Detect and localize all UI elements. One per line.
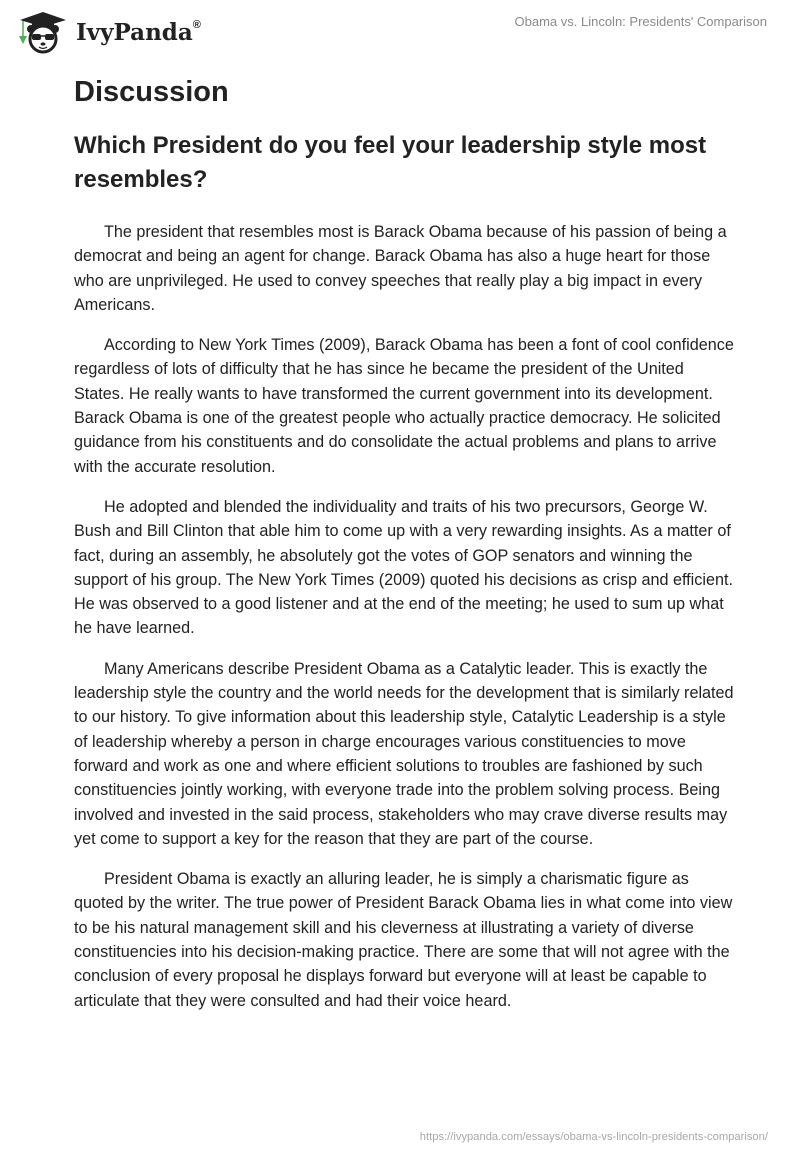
panda-graduate-icon	[16, 8, 70, 54]
paragraph: He adopted and blended the individuality and traits of his two precursors, George W. Bush and Bill Clinton that able him to come up with a very rewarding insights. As a matter of fact, during an assembly, he absolutely got the votes of GOP senators and winning the support of his group. The New York Times (2009) quoted his decisions as crisp and efficient. He was observed to a good listener and at the end of the meeting; he used to sum up what he have learned.	[74, 497, 733, 638]
question-heading: Which President do you feel your leadership style most resembles?	[74, 132, 707, 193]
paragraph: Many Americans describe President Obama as a Catalytic leader. This is exactly the leadership style the country and the world needs for the development that is similarly related to our history. To give information about this leadership style, Catalytic Leadership is a style of leadership whereby a person in charge encourages various constituencies to move forward and work as one and where efficient solutions to troubles are fashioned by such constituencies jointly working, with everyone trade into the problem solving process. Being involved and invested in the said process, stakeholders who may crave diverse results may yet come to support a key for the reason that they are part of the course.	[74, 659, 734, 848]
logo-text: IvyPanda®	[76, 18, 201, 46]
paragraph: The president that resembles most is Barack Obama because of his passion of being a democrat and being an agent for change. Barack Obama has also a huge heart for those who are unprivileged. He used to convey speeches that really play a big impact in every Americans.	[74, 223, 727, 314]
source-url[interactable]: https://ivypanda.com/essays/obama-vs-lincoln-presidents-comparison/	[419, 1131, 768, 1143]
ivypanda-logo[interactable]	[16, 8, 201, 54]
paragraph: According to New York Times (2009), Barack Obama has been a font of cool confidence regardless of lots of difficulty that he has since he became the president of the United States. He really wants to have transformed the current government into its development. Barack Obama is one of the greatest people who actually practice democracy. He solicited guidance from his constituents and do consolidate the actual problems and plans to arrive with the accurate resolution.	[74, 336, 734, 476]
header	[0, 0, 800, 60]
document-title: Obama vs. Lincoln: Presidents' Comparison	[514, 14, 767, 29]
section-heading: Discussion	[74, 76, 229, 108]
paragraph: President Obama is exactly an alluring leader, he is simply a charismatic figure as quoted by the writer. The true power of President Barack Obama lies in what come into view to be his natural management skill and his cleverness at illustrating a variety of diverse constituencies into his decision-making practice. There are some that will not agree with the conclusion of every proposal he displays forward but everyone will at least be capable to articulate that they were consulted and had their voice heard.	[74, 870, 733, 1010]
essay-content	[74, 70, 734, 1013]
